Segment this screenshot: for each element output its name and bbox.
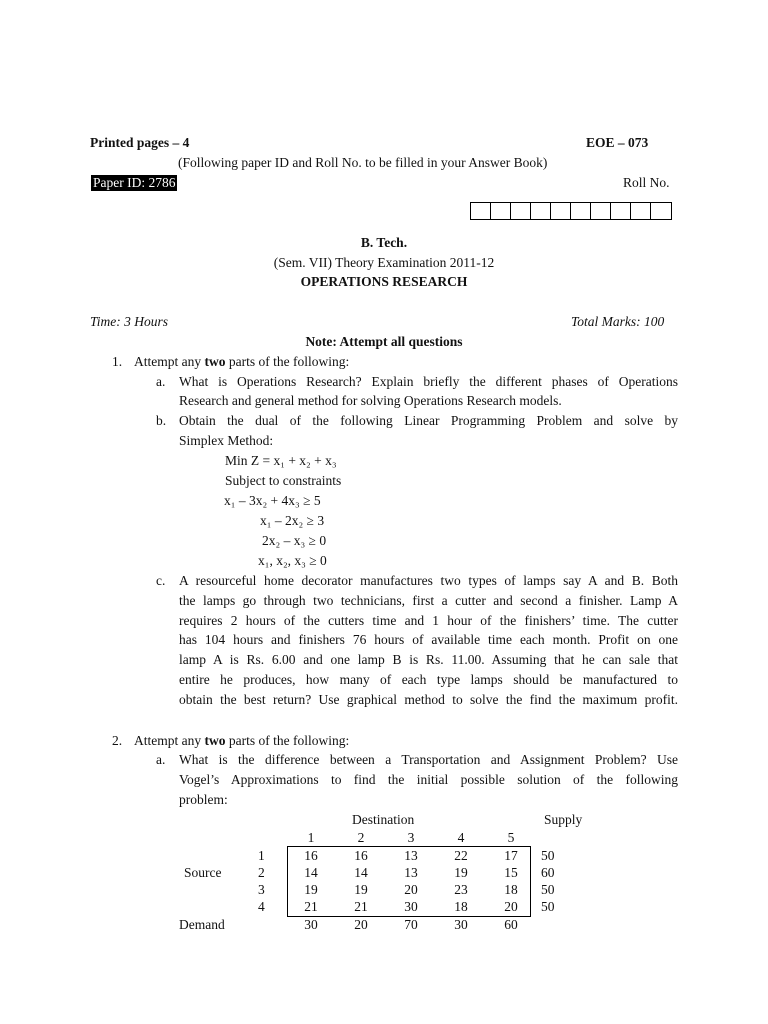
cost-cell: 18 — [504, 882, 518, 897]
exam-time: Time: 3 Hours — [90, 314, 169, 329]
printed-pages: Printed pages – 4 — [90, 135, 190, 150]
q1c-line: has 104 hours and finishers 76 hours of available time each month. Profit on one — [179, 632, 678, 647]
roll-box — [651, 203, 671, 219]
roll-box — [531, 203, 551, 219]
total-marks: Total Marks: 100 — [571, 314, 665, 329]
q2a-line: What is the difference between a Transportation and Assignment Problem? Use — [179, 752, 678, 767]
lp-subject-to: Subject to constraints — [225, 473, 342, 488]
paper-code: EOE – 073 — [586, 135, 649, 150]
q1a-label: a. — [156, 374, 166, 389]
roll-box — [551, 203, 571, 219]
q1c-label: c. — [156, 573, 166, 588]
paper-id: Paper ID: 2786 — [93, 175, 176, 190]
source-index: 4 — [258, 899, 265, 914]
q1-intro-pre: Attempt any — [134, 354, 205, 369]
dest-header: 2 — [357, 830, 365, 845]
q2-intro-pre: Attempt any — [134, 733, 205, 748]
lp-constraint: x₁ – 3x₂ + 4x₃ ≥ 5 — [224, 493, 321, 508]
source-index: 3 — [258, 882, 265, 897]
cost-cell: 20 — [404, 882, 418, 897]
demand-value: 20 — [354, 917, 368, 932]
q1a-line: Research and general method for solving Operations Research models. — [179, 393, 562, 408]
cost-cell: 22 — [454, 848, 468, 863]
q2a-line: Vogel’s Approximations to find the initial possible solution of the following — [179, 772, 678, 787]
dest-header: 4 — [457, 830, 465, 845]
note: Note: Attempt all questions — [305, 334, 463, 349]
degree-title: B. Tech. — [360, 235, 408, 250]
q1b-line: Simplex Method: — [179, 433, 274, 448]
cost-cell: 17 — [504, 848, 518, 863]
cost-cell: 30 — [404, 899, 418, 914]
roll-no-boxes — [470, 202, 672, 220]
cost-cell: 23 — [454, 882, 468, 897]
q1c-line: A resourceful home decorator manufactures two types of lamps say A and B. Both — [179, 573, 678, 588]
lp-nonnegativity: x₁, x₂, x₃ ≥ 0 — [258, 553, 327, 568]
q2-intro-post: parts of the following: — [225, 733, 350, 748]
q1c-line: requires 2 hours of the cutters time and 1 hour of the finishers’ time. The cutter — [179, 613, 678, 628]
lp-constraint: x₁ – 2x₂ ≥ 3 — [260, 513, 325, 528]
q1-number: 1. — [112, 354, 123, 369]
subject-title: OPERATIONS RESEARCH — [300, 274, 468, 289]
demand-value: 30 — [304, 917, 318, 932]
q1c-line: lamp A is Rs. 6.00 and one lamp B is Rs. 11.00. Assuming that he can sale that — [179, 652, 678, 667]
roll-box — [611, 203, 631, 219]
q1-intro-post: parts of the following: — [225, 354, 350, 369]
q2-intro — [134, 733, 349, 749]
cost-cell: 21 — [304, 899, 318, 914]
q1c-line: entire he produces, how many of each type lamps should be manufactured to — [179, 672, 678, 687]
q1c-line: the lamps go through two technicians, first a cutter and second a finisher. Lamp A — [179, 593, 678, 608]
roll-box — [491, 203, 511, 219]
cost-cell: 16 — [354, 848, 368, 863]
supply-value: 50 — [541, 899, 555, 914]
cost-cell: 15 — [504, 865, 518, 880]
source-label: Source — [184, 865, 222, 880]
cost-cell: 19 — [304, 882, 318, 897]
demand-label: Demand — [179, 917, 225, 932]
supply-label: Supply — [544, 812, 583, 827]
q1-intro-bold: two — [204, 354, 226, 369]
cost-cell: 18 — [454, 899, 468, 914]
supply-value: 60 — [541, 865, 555, 880]
destination-label: Destination — [352, 812, 415, 827]
dest-header: 5 — [507, 830, 515, 845]
cost-cell: 21 — [354, 899, 368, 914]
roll-box — [471, 203, 491, 219]
demand-value: 30 — [454, 917, 468, 932]
q1b-line: Obtain the dual of the following Linear Programming Problem and solve by — [179, 413, 678, 428]
exam-session: (Sem. VII) Theory Examination 2011-12 — [273, 255, 495, 270]
q1c-line: obtain the best return? Use graphical method to solve the find the maximum profit. — [179, 692, 678, 707]
roll-box — [591, 203, 611, 219]
q2-number: 2. — [112, 733, 123, 748]
source-index: 1 — [258, 848, 265, 863]
cost-cell: 19 — [454, 865, 468, 880]
cost-cell: 20 — [504, 899, 518, 914]
roll-box — [631, 203, 651, 219]
supply-value: 50 — [541, 882, 555, 897]
q2a-label: a. — [156, 752, 166, 767]
q2a-line: problem: — [179, 792, 228, 807]
q1b-label: b. — [156, 413, 167, 428]
cost-cell: 13 — [404, 848, 418, 863]
q2-intro-bold: two — [204, 733, 226, 748]
roll-box — [511, 203, 531, 219]
roll-box — [571, 203, 591, 219]
cost-cell: 14 — [304, 865, 318, 880]
roll-no-label: Roll No. — [623, 175, 670, 190]
demand-value: 60 — [504, 917, 518, 932]
cost-cell: 13 — [404, 865, 418, 880]
lp-constraint: 2x₂ – x₃ ≥ 0 — [262, 533, 327, 548]
cost-cell: 16 — [304, 848, 318, 863]
source-index: 2 — [258, 865, 265, 880]
dest-header: 3 — [407, 830, 415, 845]
answer-book-instruction: (Following paper ID and Roll No. to be filled in your Answer Book) — [178, 155, 548, 170]
dest-header: 1 — [307, 830, 315, 845]
supply-value: 50 — [541, 848, 555, 863]
q1-intro — [134, 354, 349, 370]
q1a-line: What is Operations Research? Explain briefly the different phases of Operations — [179, 374, 678, 389]
cost-cell: 19 — [354, 882, 368, 897]
lp-objective: Min Z = x₁ + x₂ + x₃ — [225, 453, 337, 468]
demand-value: 70 — [404, 917, 418, 932]
cost-cell: 14 — [354, 865, 368, 880]
